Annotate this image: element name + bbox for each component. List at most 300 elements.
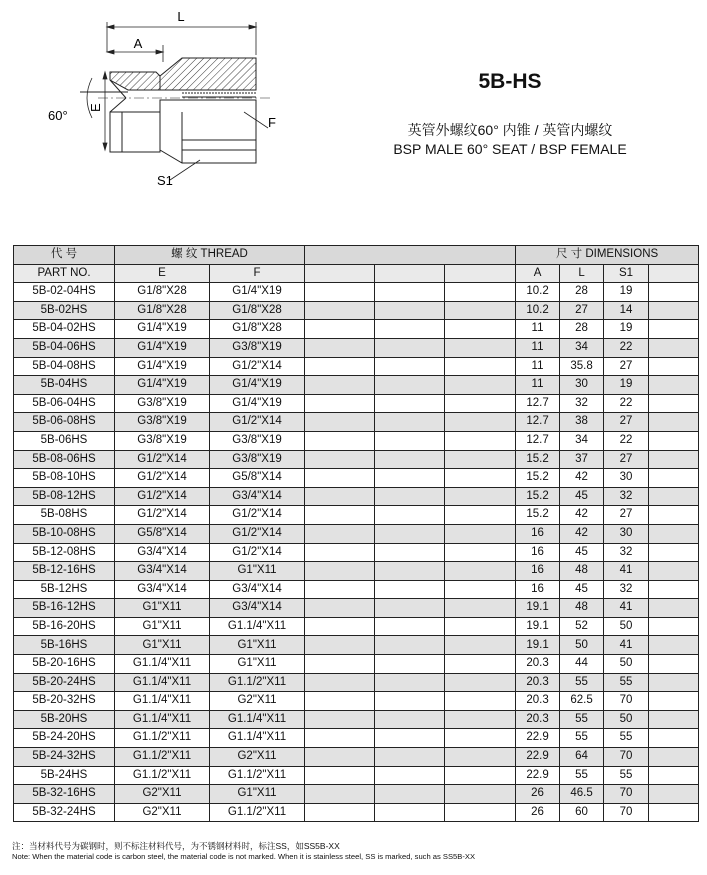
cell-blank (649, 413, 699, 432)
cell-blank (305, 506, 375, 525)
table-row (14, 338, 699, 357)
cell-blank (375, 766, 445, 785)
note-english: Note: When the material code is carbon steel, the material code is not marked. When it is stainless steel, SS is marked, such as SS5B-XX (12, 852, 476, 861)
cell-blank (649, 562, 699, 581)
header-row-columns (14, 264, 699, 283)
cell-f: G3/4"X14 (210, 487, 305, 506)
cell-l: 28 (560, 320, 604, 339)
cell-s1: 27 (604, 357, 649, 376)
cell-l: 34 (560, 431, 604, 450)
cell-blank (375, 785, 445, 804)
cell-e: G1"X11 (115, 617, 210, 636)
cell-blank (649, 469, 699, 488)
cell-a: 19.1 (516, 617, 560, 636)
header-blank (445, 264, 516, 283)
cell-l: 64 (560, 748, 604, 767)
table-row (14, 543, 699, 562)
table-body (14, 283, 699, 822)
cell-blank (305, 283, 375, 302)
cell-blank (649, 524, 699, 543)
label-angle: 60° (48, 108, 68, 123)
dimension-e (103, 72, 107, 150)
cell-f: G1/2"X14 (210, 543, 305, 562)
cell-e: G1.1/2"X11 (115, 748, 210, 767)
table-row (14, 617, 699, 636)
fitting-section (80, 58, 256, 163)
cell-blank (375, 357, 445, 376)
cell-blank (375, 655, 445, 674)
cell-blank (445, 283, 516, 302)
cell-a: 26 (516, 785, 560, 804)
cell-blank (375, 748, 445, 767)
cell-s1: 22 (604, 431, 649, 450)
cell-f: G1"X11 (210, 562, 305, 581)
cell-a: 15.2 (516, 506, 560, 525)
subtitle-chinese: 英管外螺纹60° 内锥 / 英管内螺纹 (407, 122, 613, 138)
cell-s1: 41 (604, 562, 649, 581)
cell-e: G1/4"X19 (115, 338, 210, 357)
cell-part-no: 5B-04-06HS (14, 338, 115, 357)
cell-blank (445, 450, 516, 469)
cell-l: 50 (560, 636, 604, 655)
cell-blank (649, 283, 699, 302)
cell-blank (305, 413, 375, 432)
cell-blank (445, 562, 516, 581)
cell-blank (375, 692, 445, 711)
cell-blank (649, 692, 699, 711)
cell-l: 62.5 (560, 692, 604, 711)
cell-s1: 70 (604, 803, 649, 822)
cell-blank (445, 338, 516, 357)
cell-f: G2"X11 (210, 748, 305, 767)
cell-f: G3/8"X19 (210, 450, 305, 469)
cell-part-no: 5B-04-08HS (14, 357, 115, 376)
cell-l: 48 (560, 562, 604, 581)
header-blank (649, 264, 699, 283)
cell-blank (445, 785, 516, 804)
header-blank-group (305, 246, 516, 265)
cell-part-no: 5B-24HS (14, 766, 115, 785)
cell-blank (375, 301, 445, 320)
cell-blank (375, 450, 445, 469)
cell-f: G1/2"X14 (210, 506, 305, 525)
cell-f: G1.1/2"X11 (210, 766, 305, 785)
cell-f: G3/8"X19 (210, 431, 305, 450)
cell-e: G1/2"X14 (115, 487, 210, 506)
table-row (14, 394, 699, 413)
cell-part-no: 5B-04-02HS (14, 320, 115, 339)
cell-f: G3/8"X19 (210, 338, 305, 357)
table-row (14, 803, 699, 822)
cell-blank (305, 803, 375, 822)
cell-blank (305, 710, 375, 729)
cell-a: 16 (516, 562, 560, 581)
cell-blank (445, 524, 516, 543)
cell-a: 10.2 (516, 301, 560, 320)
cell-blank (649, 710, 699, 729)
cell-s1: 30 (604, 524, 649, 543)
cell-blank (305, 766, 375, 785)
cell-e: G1.1/4"X11 (115, 655, 210, 674)
cell-f: G1/2"X14 (210, 413, 305, 432)
cell-blank (649, 748, 699, 767)
cell-blank (649, 338, 699, 357)
header-l: L (560, 264, 604, 283)
cell-f: G1"X11 (210, 785, 305, 804)
cell-blank (649, 636, 699, 655)
cell-a: 15.2 (516, 487, 560, 506)
cell-a: 11 (516, 320, 560, 339)
cell-l: 37 (560, 450, 604, 469)
cell-a: 16 (516, 543, 560, 562)
cell-blank (375, 543, 445, 562)
cell-blank (305, 785, 375, 804)
cell-part-no: 5B-02-04HS (14, 283, 115, 302)
cell-blank (375, 803, 445, 822)
cell-e: G1/4"X19 (115, 376, 210, 395)
cell-e: G1.1/2"X11 (115, 766, 210, 785)
cell-s1: 22 (604, 394, 649, 413)
table-row (14, 729, 699, 748)
table-row (14, 413, 699, 432)
cell-blank (375, 562, 445, 581)
cell-blank (305, 450, 375, 469)
cell-e: G3/4"X14 (115, 543, 210, 562)
cell-blank (445, 766, 516, 785)
cell-a: 20.3 (516, 655, 560, 674)
cell-blank (445, 431, 516, 450)
cell-f: G1.1/4"X11 (210, 729, 305, 748)
cell-blank (649, 543, 699, 562)
cell-part-no: 5B-10-08HS (14, 524, 115, 543)
cell-part-no: 5B-06-04HS (14, 394, 115, 413)
cell-blank (445, 599, 516, 618)
cell-blank (375, 599, 445, 618)
cell-a: 11 (516, 376, 560, 395)
cell-f: G1.1/2"X11 (210, 673, 305, 692)
cell-blank (649, 450, 699, 469)
subtitle-english: BSP MALE 60° SEAT / BSP FEMALE (393, 141, 627, 157)
cell-blank (445, 673, 516, 692)
table-row (14, 301, 699, 320)
table-row (14, 431, 699, 450)
cell-blank (445, 506, 516, 525)
cell-f: G1.1/4"X11 (210, 710, 305, 729)
cell-s1: 14 (604, 301, 649, 320)
cell-blank (375, 580, 445, 599)
cell-s1: 32 (604, 487, 649, 506)
cell-l: 28 (560, 283, 604, 302)
cell-f: G1/4"X19 (210, 283, 305, 302)
cell-e: G1/8"X28 (115, 301, 210, 320)
cell-f: G2"X11 (210, 692, 305, 711)
cell-part-no: 5B-08-06HS (14, 450, 115, 469)
cell-blank (649, 580, 699, 599)
cell-part-no: 5B-12HS (14, 580, 115, 599)
note-chinese: 注：当材料代号为碳钢时，则不标注材料代号，为不锈钢材料时，标注SS，如SS5B-XX (12, 841, 340, 851)
table-row (14, 524, 699, 543)
cell-l: 46.5 (560, 785, 604, 804)
cell-part-no: 5B-20-24HS (14, 673, 115, 692)
cell-s1: 27 (604, 450, 649, 469)
table-row (14, 506, 699, 525)
table-row (14, 785, 699, 804)
table-row (14, 599, 699, 618)
cell-f: G5/8"X14 (210, 469, 305, 488)
cell-blank (305, 338, 375, 357)
cell-e: G1"X11 (115, 599, 210, 618)
cell-part-no: 5B-06-08HS (14, 413, 115, 432)
cell-blank (305, 487, 375, 506)
cell-s1: 27 (604, 506, 649, 525)
cell-blank (649, 673, 699, 692)
cell-blank (445, 729, 516, 748)
cell-blank (305, 599, 375, 618)
cell-blank (649, 803, 699, 822)
cell-a: 20.3 (516, 692, 560, 711)
cell-blank (305, 729, 375, 748)
cell-s1: 70 (604, 692, 649, 711)
cell-part-no: 5B-06HS (14, 431, 115, 450)
header-part-no: PART NO. (14, 264, 115, 283)
cell-blank (375, 431, 445, 450)
cell-s1: 55 (604, 766, 649, 785)
cell-s1: 27 (604, 413, 649, 432)
cell-f: G1/2"X14 (210, 357, 305, 376)
cell-blank (375, 636, 445, 655)
cell-l: 45 (560, 487, 604, 506)
cell-e: G3/4"X14 (115, 562, 210, 581)
cell-s1: 32 (604, 580, 649, 599)
cell-blank (649, 766, 699, 785)
cell-blank (305, 469, 375, 488)
table-row (14, 673, 699, 692)
cell-blank (375, 617, 445, 636)
header-e: E (115, 264, 210, 283)
cell-blank (649, 301, 699, 320)
cell-a: 26 (516, 803, 560, 822)
cell-blank (375, 729, 445, 748)
cell-blank (649, 357, 699, 376)
cell-blank (305, 394, 375, 413)
cell-l: 35.8 (560, 357, 604, 376)
cell-part-no: 5B-20-32HS (14, 692, 115, 711)
cell-part-no: 5B-02HS (14, 301, 115, 320)
cell-l: 42 (560, 469, 604, 488)
cell-l: 44 (560, 655, 604, 674)
cell-a: 19.1 (516, 599, 560, 618)
cell-e: G1.1/4"X11 (115, 692, 210, 711)
cell-e: G2"X11 (115, 803, 210, 822)
cell-part-no: 5B-16HS (14, 636, 115, 655)
header-s1: S1 (604, 264, 649, 283)
header-a: A (516, 264, 560, 283)
table-row (14, 450, 699, 469)
cell-blank (375, 394, 445, 413)
table-row (14, 376, 699, 395)
cell-l: 60 (560, 803, 604, 822)
cell-l: 45 (560, 543, 604, 562)
cell-s1: 19 (604, 283, 649, 302)
cell-a: 12.7 (516, 413, 560, 432)
table-row (14, 655, 699, 674)
cell-blank (305, 562, 375, 581)
cell-a: 10.2 (516, 283, 560, 302)
cell-blank (305, 543, 375, 562)
cell-part-no: 5B-08HS (14, 506, 115, 525)
cell-blank (649, 785, 699, 804)
cell-part-no: 5B-08-12HS (14, 487, 115, 506)
label-s1: S1 (157, 173, 173, 188)
cell-e: G1/8"X28 (115, 283, 210, 302)
cell-a: 20.3 (516, 673, 560, 692)
label-e: E (88, 103, 103, 112)
cell-f: G3/4"X14 (210, 599, 305, 618)
table-row (14, 357, 699, 376)
cell-blank (375, 338, 445, 357)
cell-s1: 30 (604, 469, 649, 488)
cell-blank (649, 506, 699, 525)
cell-f: G1/8"X28 (210, 301, 305, 320)
cell-l: 48 (560, 599, 604, 618)
cell-l: 52 (560, 617, 604, 636)
cell-f: G1"X11 (210, 655, 305, 674)
cell-blank (305, 524, 375, 543)
cell-blank (649, 599, 699, 618)
cell-blank (445, 357, 516, 376)
cell-f: G1.1/4"X11 (210, 617, 305, 636)
table-row (14, 748, 699, 767)
cell-l: 55 (560, 673, 604, 692)
cell-part-no: 5B-24-32HS (14, 748, 115, 767)
cell-s1: 50 (604, 617, 649, 636)
cell-f: G1"X11 (210, 636, 305, 655)
cell-l: 30 (560, 376, 604, 395)
header-part-group: 代 号 (14, 246, 115, 265)
cell-blank (375, 487, 445, 506)
cell-l: 45 (560, 580, 604, 599)
cell-blank (375, 673, 445, 692)
cell-blank (445, 692, 516, 711)
cell-blank (305, 376, 375, 395)
cell-e: G1.1/4"X11 (115, 673, 210, 692)
cell-part-no: 5B-16-12HS (14, 599, 115, 618)
cell-l: 34 (560, 338, 604, 357)
cell-e: G5/8"X14 (115, 524, 210, 543)
cell-e: G1/4"X19 (115, 357, 210, 376)
cell-l: 42 (560, 524, 604, 543)
cell-a: 12.7 (516, 431, 560, 450)
cell-blank (649, 320, 699, 339)
cell-e: G3/8"X19 (115, 413, 210, 432)
cell-blank (305, 655, 375, 674)
label-f: F (268, 115, 276, 130)
cell-blank (305, 357, 375, 376)
header-blank (375, 264, 445, 283)
cell-part-no: 5B-20HS (14, 710, 115, 729)
header-blank (305, 264, 375, 283)
cell-blank (375, 320, 445, 339)
cell-s1: 55 (604, 729, 649, 748)
cell-s1: 19 (604, 320, 649, 339)
cell-blank (305, 617, 375, 636)
cell-s1: 50 (604, 655, 649, 674)
cell-blank (445, 655, 516, 674)
cell-s1: 19 (604, 376, 649, 395)
cell-e: G1/2"X14 (115, 469, 210, 488)
cell-blank (649, 487, 699, 506)
cell-blank (445, 394, 516, 413)
cell-blank (445, 543, 516, 562)
cell-a: 15.2 (516, 469, 560, 488)
header-dimensions-group: 尺 寸 DIMENSIONS (516, 246, 699, 265)
table-row (14, 320, 699, 339)
cell-blank (375, 283, 445, 302)
cell-blank (649, 617, 699, 636)
cell-blank (445, 636, 516, 655)
cell-s1: 41 (604, 636, 649, 655)
cell-blank (375, 376, 445, 395)
cell-f: G3/4"X14 (210, 580, 305, 599)
cell-s1: 50 (604, 710, 649, 729)
cell-blank (649, 376, 699, 395)
cell-s1: 41 (604, 599, 649, 618)
table-row (14, 710, 699, 729)
cell-a: 22.9 (516, 748, 560, 767)
cell-e: G1/2"X14 (115, 450, 210, 469)
cell-blank (445, 301, 516, 320)
table-row (14, 636, 699, 655)
cell-e: G3/8"X19 (115, 431, 210, 450)
cell-l: 55 (560, 710, 604, 729)
dimension-l (107, 22, 256, 55)
cell-f: G1/4"X19 (210, 394, 305, 413)
table-row (14, 469, 699, 488)
cell-part-no: 5B-16-20HS (14, 617, 115, 636)
cell-e: G1/2"X14 (115, 506, 210, 525)
cell-blank (305, 692, 375, 711)
cell-blank (445, 710, 516, 729)
cell-blank (445, 320, 516, 339)
table-row (14, 580, 699, 599)
cell-blank (375, 524, 445, 543)
cell-blank (375, 506, 445, 525)
cell-e: G1.1/2"X11 (115, 729, 210, 748)
cell-blank (445, 748, 516, 767)
cell-blank (375, 710, 445, 729)
label-a: A (133, 36, 143, 51)
cell-blank (305, 748, 375, 767)
cell-part-no: 5B-08-10HS (14, 469, 115, 488)
cell-a: 19.1 (516, 636, 560, 655)
cell-a: 16 (516, 580, 560, 599)
cell-part-no: 5B-32-24HS (14, 803, 115, 822)
cell-a: 22.9 (516, 729, 560, 748)
cell-l: 32 (560, 394, 604, 413)
cell-blank (445, 487, 516, 506)
cell-blank (375, 413, 445, 432)
cell-blank (649, 431, 699, 450)
cell-e: G3/4"X14 (115, 580, 210, 599)
cell-part-no: 5B-24-20HS (14, 729, 115, 748)
cell-l: 38 (560, 413, 604, 432)
cell-a: 12.7 (516, 394, 560, 413)
cell-l: 27 (560, 301, 604, 320)
cell-l: 55 (560, 766, 604, 785)
cell-blank (445, 469, 516, 488)
table-row (14, 692, 699, 711)
cell-s1: 55 (604, 673, 649, 692)
